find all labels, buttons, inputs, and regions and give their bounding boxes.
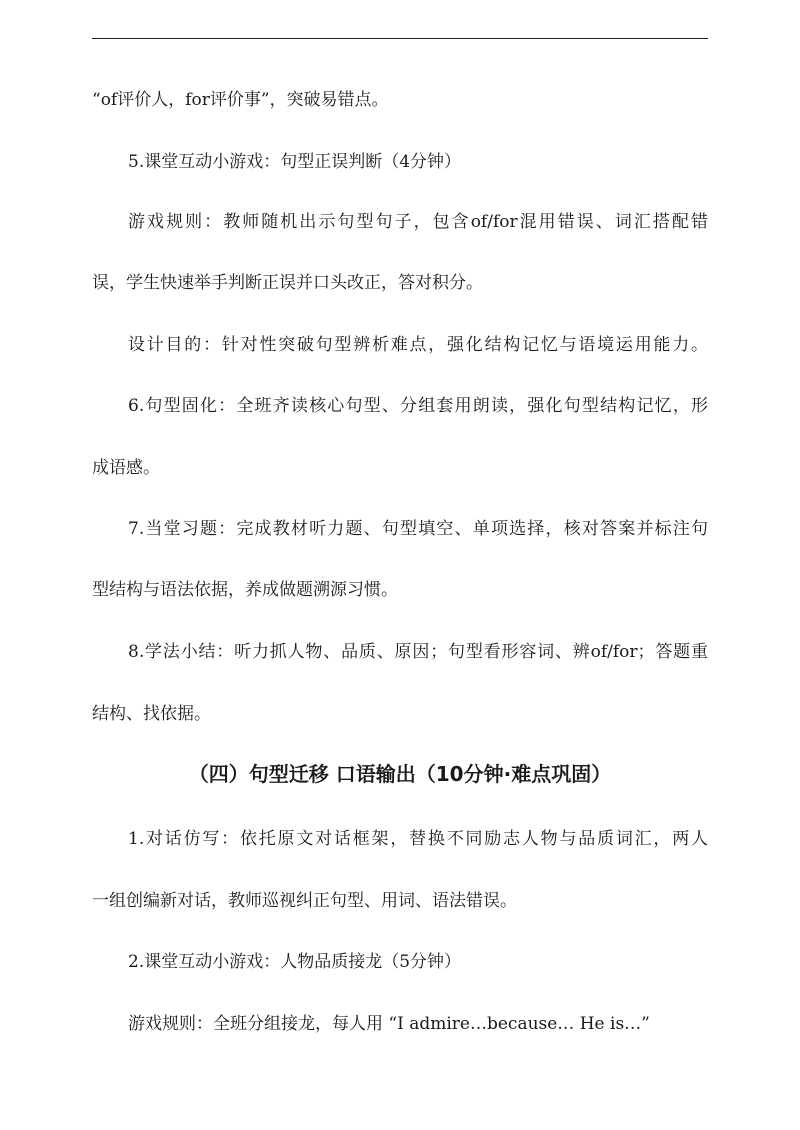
paragraph-line: 误，学生快速举手判断正误并口头改正，答对积分。: [92, 273, 483, 293]
header-rule: [92, 38, 708, 39]
paragraph-line: 7.当堂习题：完成教材听力题、句型填空、单项选择，核对答案并标注句: [128, 519, 708, 539]
paragraph-line: 8.学法小结：听力抓人物、品质、原因；句型看形容词、辨of/for；答题重: [128, 642, 708, 662]
paragraph-line: 6.句型固化：全班齐读核心句型、分组套用朗读，强化句型结构记忆，形: [128, 396, 708, 416]
section-heading: （四）句型迁移 口语输出（10分钟·难点巩固）: [188, 762, 612, 786]
paragraph-line: 一组创编新对话，教师巡视纠正句型、用词、语法错误。: [92, 891, 517, 911]
paragraph-line: 设计目的：针对性突破句型辨析难点，强化结构记忆与语境运用能力。: [128, 335, 708, 355]
paragraph-line: 2.课堂互动小游戏：人物品质接龙（5分钟）: [128, 952, 462, 972]
paragraph-line: 1.对话仿写：依托原文对话框架，替换不同励志人物与品质词汇，两人: [128, 829, 708, 849]
paragraph-line: “of评价人，for评价事”，突破易错点。: [92, 90, 389, 110]
paragraph-line: 成语感。: [92, 458, 160, 478]
paragraph-line: 游戏规则：全班分组接龙，每人用 “I admire…because… He is…”: [128, 1014, 650, 1034]
paragraph-line: 结构、找依据。: [92, 704, 211, 724]
paragraph-line: 型结构与语法依据，养成做题溯源习惯。: [92, 580, 398, 600]
paragraph-line: 游戏规则：教师随机出示句型句子，包含of/for混用错误、词汇搭配错: [128, 212, 708, 232]
paragraph-line: 5.课堂互动小游戏：句型正误判断（4分钟）: [128, 152, 462, 172]
